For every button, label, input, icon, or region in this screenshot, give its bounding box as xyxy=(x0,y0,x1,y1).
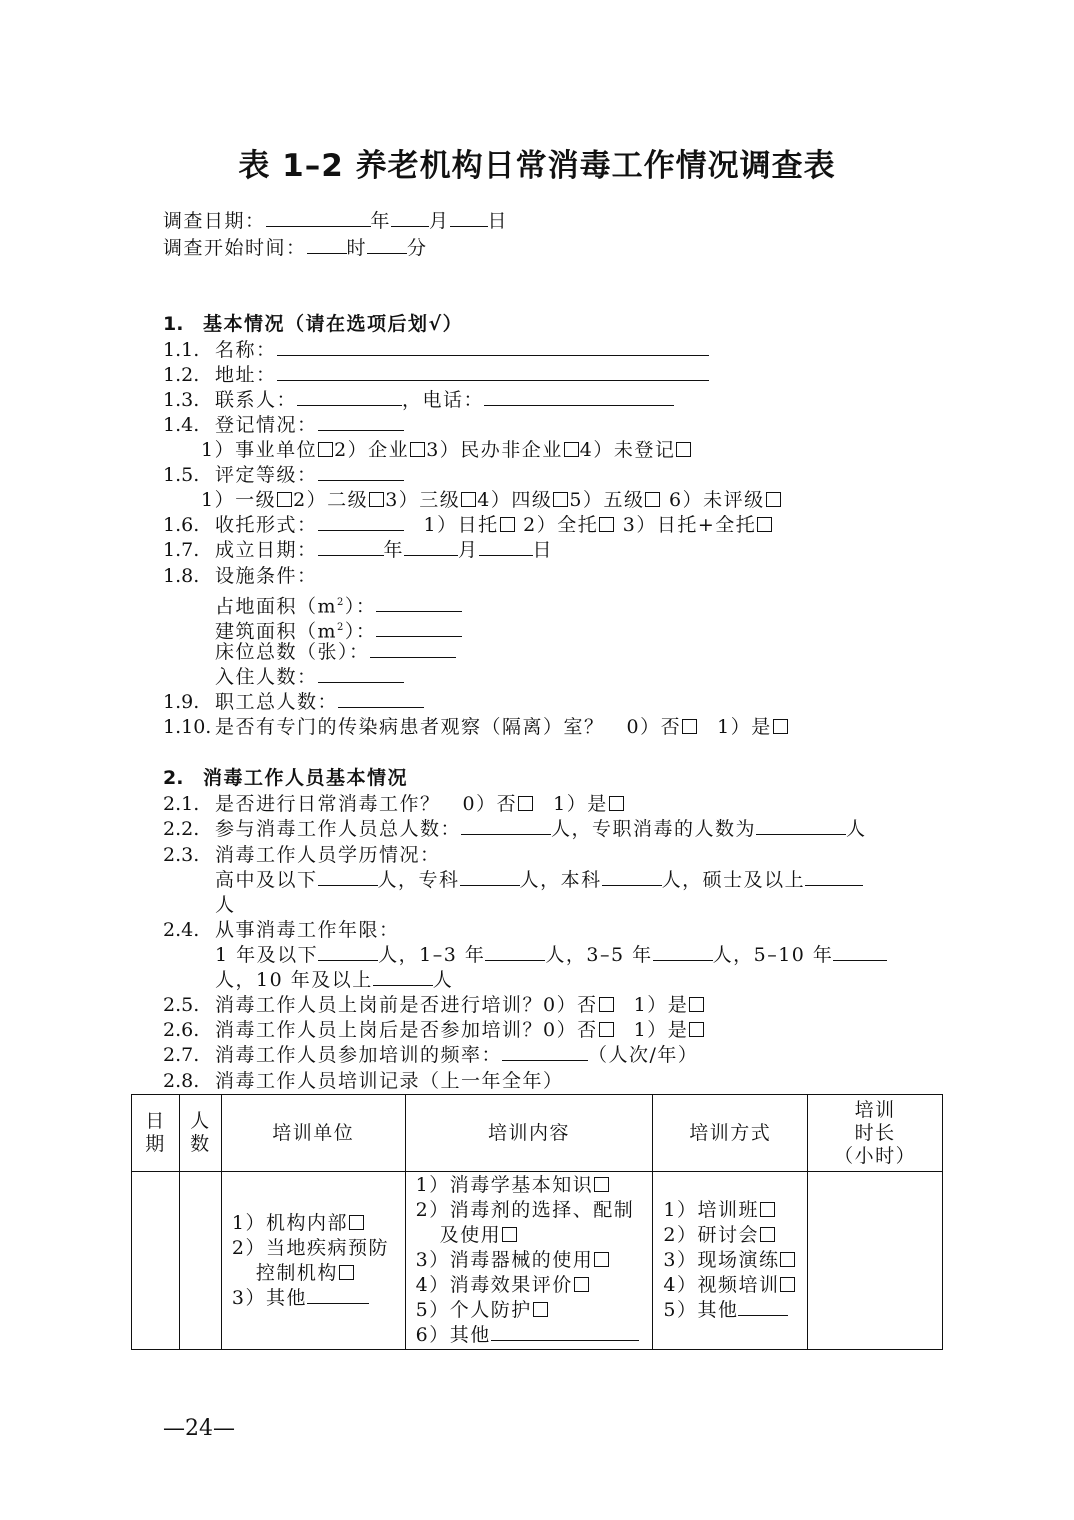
method-cell: 1）培训班 2）研讨会 3）现场演练 4）视频培训 5）其他 xyxy=(653,1172,808,1350)
count-cell[interactable] xyxy=(179,1172,221,1350)
years-line-2: 人，10 年及以上 人 xyxy=(215,969,454,991)
checkbox[interactable] xyxy=(277,492,292,507)
founded-line: 1.7. 成立日期： 年 月 日 xyxy=(163,539,554,561)
address-line: 1.2. 地址： xyxy=(163,363,709,388)
checkbox[interactable] xyxy=(689,1022,704,1037)
q2-3-line: 2.3. 消毒工作人员学历情况： xyxy=(163,844,441,866)
education-line-2: 人 xyxy=(215,894,236,916)
checkbox[interactable] xyxy=(369,492,384,507)
staff-line: 1.9. 职工总人数： xyxy=(163,690,424,715)
checkbox[interactable] xyxy=(518,796,533,811)
header-hours: 培训 时长 （小时） xyxy=(808,1095,943,1172)
hours-cell[interactable] xyxy=(808,1172,943,1350)
checkbox[interactable] xyxy=(594,1177,609,1192)
checkbox[interactable] xyxy=(594,1252,609,1267)
care-form-line: 1.6. 收托形式： 1）日托 2）全托 3）日托+全托 xyxy=(163,513,773,538)
rating-blank[interactable] xyxy=(318,463,404,481)
table-row xyxy=(132,1172,943,1350)
land-area-line: 占地面积$(m^2)$： xyxy=(215,590,462,619)
header-count: 人 数 xyxy=(179,1095,221,1172)
education-line: 高中及以下 人，专科 人，本科 人，硕士及以上 xyxy=(215,868,863,893)
day-blank[interactable] xyxy=(450,209,488,227)
registration-line: 1.4. 登记情况： xyxy=(163,413,404,438)
address-blank[interactable] xyxy=(277,363,709,381)
header-method: 培训方式 xyxy=(653,1095,808,1172)
build-area-line: 建筑面积$(m^2)$： xyxy=(215,615,462,644)
edu-college-blank[interactable] xyxy=(460,868,520,886)
rating-line: 1.5. 评定等级： xyxy=(163,463,404,488)
years-1-blank[interactable] xyxy=(318,943,378,961)
founded-year-blank[interactable] xyxy=(318,538,384,556)
land-area-blank[interactable] xyxy=(376,594,462,612)
total-staff-blank[interactable] xyxy=(461,817,551,835)
minute-blank[interactable] xyxy=(367,236,407,254)
checkbox[interactable] xyxy=(760,1202,775,1217)
name-blank[interactable] xyxy=(277,338,709,356)
q2-6-line: 2.6. 消毒工作人员上岗后是否参加培训？0）否 1）是 xyxy=(163,1018,705,1043)
header-content: 培训内容 xyxy=(405,1095,653,1172)
section1-heading: 1. 基本情况（请在选项后划√） xyxy=(163,313,464,335)
phone-blank[interactable] xyxy=(484,388,674,406)
survey-start-line: 调查开始时间： 时 分 xyxy=(163,237,428,259)
founded-day-blank[interactable] xyxy=(479,538,533,556)
staff-blank[interactable] xyxy=(338,690,424,708)
checkbox[interactable] xyxy=(689,997,704,1012)
checkbox[interactable] xyxy=(410,442,425,457)
survey-date-label: 调查日期： xyxy=(163,210,266,232)
checkbox[interactable] xyxy=(682,719,697,734)
checkbox[interactable] xyxy=(780,1277,795,1292)
facility-line: 1.8. 设施条件： xyxy=(163,565,318,587)
checkbox[interactable] xyxy=(564,442,579,457)
training-record-table xyxy=(131,1094,943,1350)
residents-blank[interactable] xyxy=(318,665,404,683)
checkbox[interactable] xyxy=(318,442,333,457)
edu-highschool-blank[interactable] xyxy=(318,868,378,886)
years-line: 1 年及以下 人，1–3 年 人，3–5 年 人，5–10 年 xyxy=(215,943,887,968)
checkbox[interactable] xyxy=(780,1252,795,1267)
q2-1-line: 2.1. 是否进行日常消毒工作？ 0）否 1）是 xyxy=(163,792,625,817)
q2-4-line: 2.4. 从事消毒工作年限： xyxy=(163,919,400,941)
section2-heading: 2. 消毒工作人员基本情况 xyxy=(163,767,409,789)
checkbox[interactable] xyxy=(461,492,476,507)
beds-line: 床位总数（张）： xyxy=(215,640,456,665)
checkbox[interactable] xyxy=(760,1227,775,1242)
survey-date-line: 调查日期： 年 月 日 xyxy=(163,210,509,232)
q2-5-line: 2.5. 消毒工作人员上岗前是否进行培训？0）否 1）是 xyxy=(163,993,705,1018)
table-header-row xyxy=(132,1095,943,1172)
year-blank[interactable] xyxy=(266,209,371,227)
frequency-blank[interactable] xyxy=(502,1043,588,1061)
page-title: 表 1–2 养老机构日常消毒工作情况调查表 xyxy=(238,148,836,184)
years-3-5-blank[interactable] xyxy=(653,943,713,961)
content-cell: 1）消毒学基本知识 2）消毒剂的选择、配制 及使用 3）消毒器械的使用 4）消毒效果评价 5）个人防护 6）其他 xyxy=(405,1172,653,1350)
fulltime-staff-blank[interactable] xyxy=(756,817,846,835)
content-other-blank[interactable] xyxy=(491,1323,639,1341)
contact-blank[interactable] xyxy=(297,388,402,406)
checkbox[interactable] xyxy=(599,517,614,532)
build-area-blank[interactable] xyxy=(376,619,462,637)
contact-line: 1.3. 联系人： ，电话： xyxy=(163,388,674,413)
hour-blank[interactable] xyxy=(307,236,347,254)
q2-7-line: 2.7. 消毒工作人员参加培训的频率： （人次/年） xyxy=(163,1044,699,1066)
registration-options: 1）事业单位 2）企业 3）民办非企业 4）未登记 xyxy=(201,438,692,463)
edu-bachelor-blank[interactable] xyxy=(602,868,662,886)
page-number: —24— xyxy=(163,1416,235,1441)
checkbox[interactable] xyxy=(533,1302,548,1317)
q2-2-line: 2.2. 参与消毒工作人员总人数： 人，专职消毒的人数为 人 xyxy=(163,818,867,840)
rating-options: 1）一级 2）二级 3）三级 4）四级 5）五级 6）未评级 xyxy=(201,488,782,513)
checkbox[interactable] xyxy=(676,442,691,457)
checkbox[interactable] xyxy=(349,1215,364,1230)
checkbox[interactable] xyxy=(773,719,788,734)
residents-line: 入住人数： xyxy=(215,665,404,690)
years-10-blank[interactable] xyxy=(373,968,433,986)
checkbox[interactable] xyxy=(766,492,781,507)
checkbox[interactable] xyxy=(502,1227,517,1242)
header-unit: 培训单位 xyxy=(221,1095,405,1172)
checkbox[interactable] xyxy=(757,517,772,532)
care-blank[interactable] xyxy=(318,513,404,531)
isolation-line: 1.10. 是否有专门的传染病患者观察（隔离）室？ 0）否 1）是 xyxy=(163,715,789,740)
edu-master-blank[interactable] xyxy=(805,868,863,886)
founded-month-blank[interactable] xyxy=(404,538,458,556)
header-date: 日 期 xyxy=(132,1095,180,1172)
unit-other-blank[interactable] xyxy=(307,1286,369,1304)
checkbox[interactable] xyxy=(574,1277,589,1292)
checkbox[interactable] xyxy=(339,1265,354,1280)
date-cell[interactable] xyxy=(132,1172,180,1350)
name-line: 1.1. 名称： xyxy=(163,338,709,363)
checkbox[interactable] xyxy=(500,517,515,532)
checkbox[interactable] xyxy=(599,1022,614,1037)
years-5-10-blank[interactable] xyxy=(833,943,887,961)
checkbox[interactable] xyxy=(609,796,624,811)
beds-blank[interactable] xyxy=(370,640,456,658)
method-other-blank[interactable] xyxy=(738,1298,788,1316)
checkbox[interactable] xyxy=(645,492,660,507)
month-blank[interactable] xyxy=(391,209,429,227)
unit-cell: 1）机构内部 2）当地疾病预防 控制机构 3）其他 xyxy=(221,1172,405,1350)
registration-blank[interactable] xyxy=(318,413,404,431)
checkbox[interactable] xyxy=(599,997,614,1012)
checkbox[interactable] xyxy=(553,492,568,507)
q2-8-line: 2.8. 消毒工作人员培训记录（上一年全年） xyxy=(163,1070,564,1092)
years-1-3-blank[interactable] xyxy=(485,943,545,961)
